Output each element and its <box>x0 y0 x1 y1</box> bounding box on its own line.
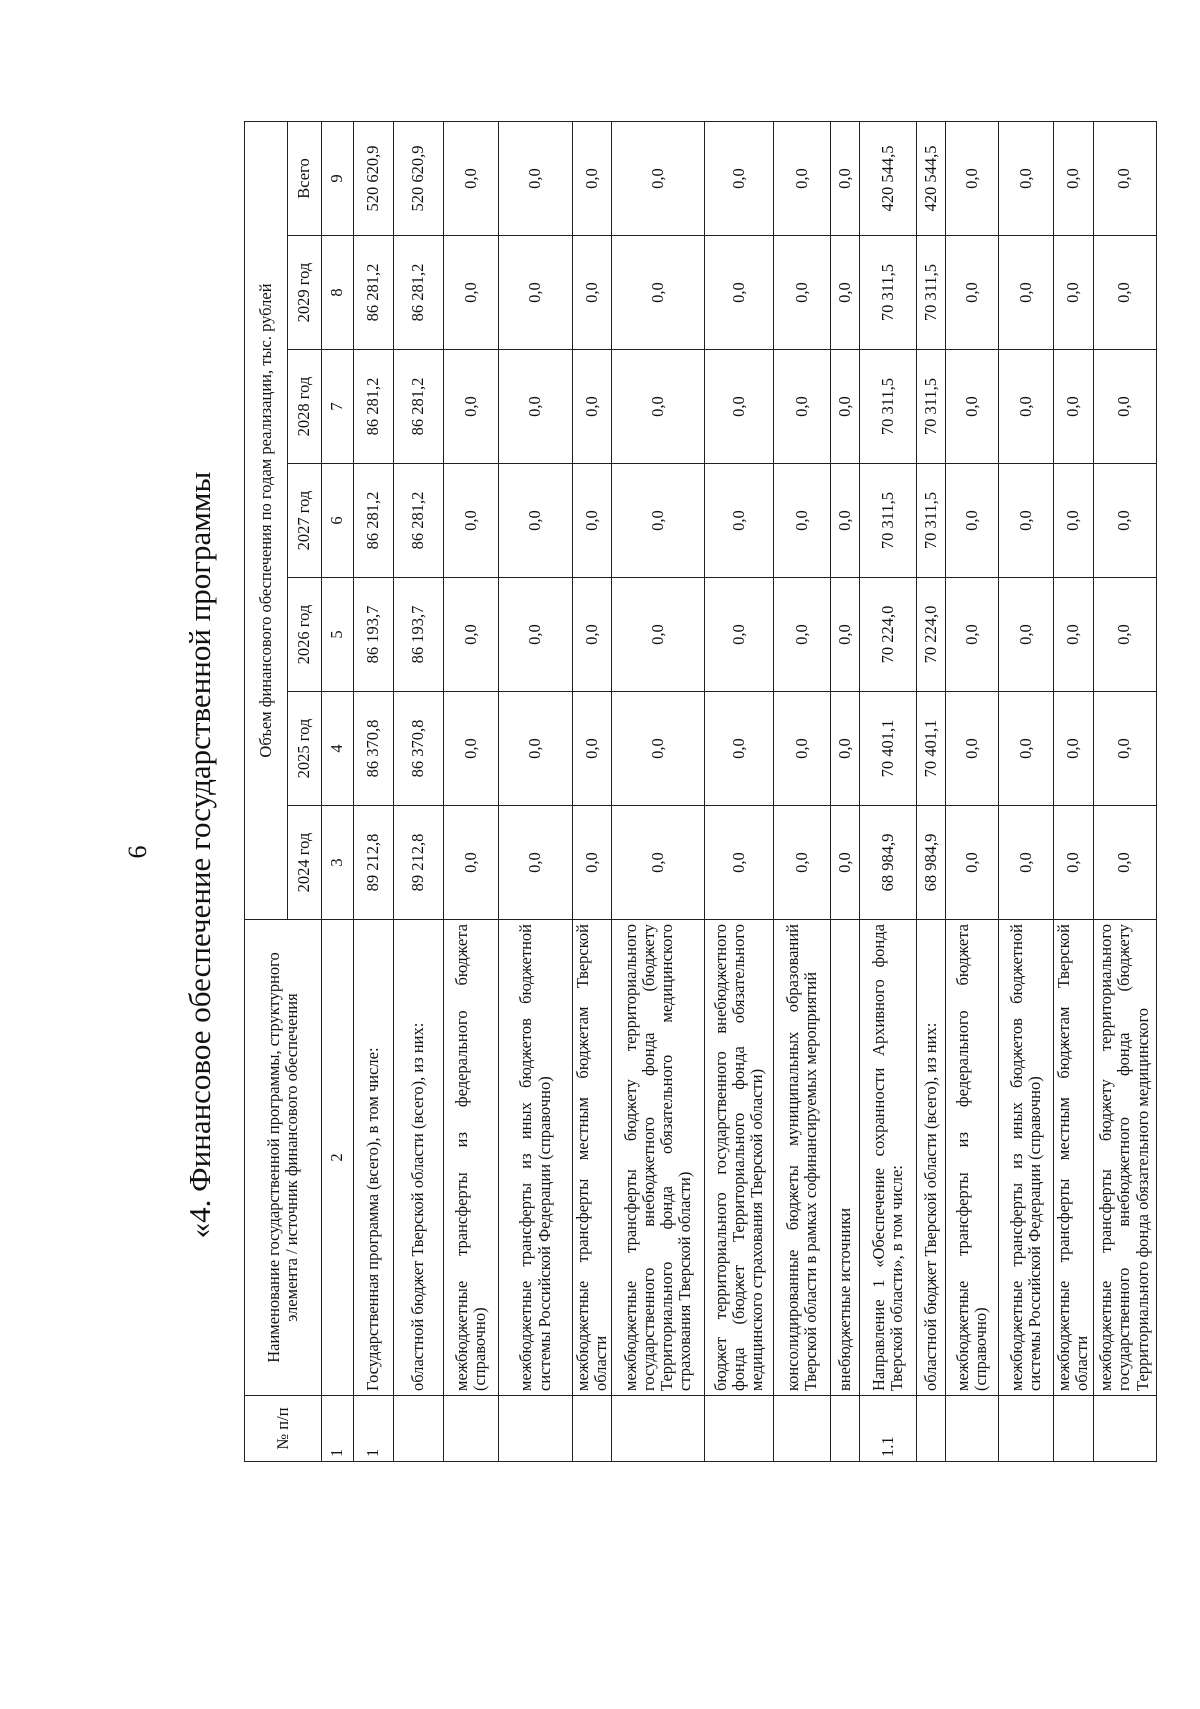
row-year-value: 0,0 <box>1054 236 1093 350</box>
row-number <box>917 1396 946 1462</box>
row-number <box>499 1396 573 1462</box>
row-name: межбюджетные трансферты бюджету территориального государственного внебюджетного фонда (бюджету Территориального фонда обязательного медицинского страхования Тверской области) <box>612 920 705 1396</box>
row-year-value: 0,0 <box>1093 464 1156 578</box>
table-row <box>1093 122 1156 1462</box>
row-year-value: 70 311,5 <box>917 236 946 350</box>
col-number: 4 <box>322 692 354 806</box>
header-year-2028: 2028 год <box>288 350 322 464</box>
header-year-2027: 2027 год <box>288 464 322 578</box>
rotated-table-wrapper <box>244 122 1152 1462</box>
row-total-value: 0,0 <box>774 122 831 236</box>
row-name: межбюджетные трансферты из федерального бюджета (справочно) <box>444 920 499 1396</box>
row-year-value: 0,0 <box>612 350 705 464</box>
row-year-value: 0,0 <box>1093 578 1156 692</box>
row-year-value: 0,0 <box>774 236 831 350</box>
row-total-value: 520 620,9 <box>354 122 394 236</box>
row-total-value: 0,0 <box>831 122 860 236</box>
row-year-value: 70 401,1 <box>860 692 917 806</box>
row-year-value: 70 311,5 <box>917 464 946 578</box>
row-year-value: 70 224,0 <box>917 578 946 692</box>
row-year-value: 86 281,2 <box>394 464 444 578</box>
row-year-value: 0,0 <box>946 236 999 350</box>
row-year-value: 86 281,2 <box>394 350 444 464</box>
row-year-value: 68 984,9 <box>917 806 946 920</box>
header-year-2025: 2025 год <box>288 692 322 806</box>
row-name: бюджет территориального государственного внебюджетного фонда (бюджет Территориального фонда обязательного медицинского страхования Тверской области) <box>705 920 774 1396</box>
row-year-value: 0,0 <box>946 692 999 806</box>
row-name: областной бюджет Тверской области (всего), из них: <box>394 920 444 1396</box>
table-body <box>354 122 1157 1462</box>
row-year-value: 0,0 <box>1054 464 1093 578</box>
document-title: «4. Финансовое обеспечение государственной программы <box>182 471 217 1239</box>
row-year-value: 68 984,9 <box>860 806 917 920</box>
row-number <box>999 1396 1054 1462</box>
table-row <box>573 122 612 1462</box>
row-number <box>573 1396 612 1462</box>
row-total-value: 0,0 <box>999 122 1054 236</box>
row-year-value: 0,0 <box>444 350 499 464</box>
row-total-value: 0,0 <box>573 122 612 236</box>
row-number <box>1093 1396 1156 1462</box>
row-number <box>394 1396 444 1462</box>
header-year-2029: 2029 год <box>288 236 322 350</box>
row-total-value: 0,0 <box>499 122 573 236</box>
row-year-value: 0,0 <box>705 464 774 578</box>
table-row <box>774 122 831 1462</box>
row-year-value: 0,0 <box>831 692 860 806</box>
table-row <box>917 122 946 1462</box>
table-row <box>1054 122 1093 1462</box>
row-year-value: 0,0 <box>774 578 831 692</box>
row-total-value: 0,0 <box>946 122 999 236</box>
col-number: 2 <box>322 920 354 1396</box>
row-name: Государственная программа (всего), в том числе: <box>354 920 394 1396</box>
row-year-value: 0,0 <box>831 236 860 350</box>
row-name: межбюджетные трансферты местным бюджетам Тверской области <box>573 920 612 1396</box>
row-year-value: 86 193,7 <box>354 578 394 692</box>
row-year-value: 0,0 <box>1093 350 1156 464</box>
row-year-value: 0,0 <box>705 236 774 350</box>
row-year-value: 0,0 <box>573 806 612 920</box>
header-year-2026: 2026 год <box>288 578 322 692</box>
row-number <box>1054 1396 1093 1462</box>
row-name: межбюджетные трансферты бюджету территориального государственного внебюджетного фонда (бюджету Территориального фонда обязательного медицинского <box>1093 920 1156 1396</box>
table-row <box>612 122 705 1462</box>
row-year-value: 0,0 <box>999 464 1054 578</box>
header-num: № п/п <box>245 1396 322 1462</box>
header-funding-group: Объем финансового обеспечения по годам реализации, тыс. рублей <box>245 122 288 920</box>
row-year-value: 0,0 <box>1093 692 1156 806</box>
row-year-value: 0,0 <box>1054 692 1093 806</box>
table-row <box>946 122 999 1462</box>
row-year-value: 0,0 <box>831 350 860 464</box>
row-year-value: 0,0 <box>1054 578 1093 692</box>
table-row <box>705 122 774 1462</box>
row-number <box>444 1396 499 1462</box>
row-year-value: 70 224,0 <box>860 578 917 692</box>
row-year-value: 0,0 <box>573 236 612 350</box>
header-total: Всего <box>288 122 322 236</box>
table-row <box>831 122 860 1462</box>
row-name: внебюджетные источники <box>831 920 860 1396</box>
row-total-value: 0,0 <box>1054 122 1093 236</box>
row-year-value: 0,0 <box>705 806 774 920</box>
header-name: Наименование государственной программы, структурного элемента / источник финансового обеспечения <box>245 920 322 1396</box>
row-year-value: 0,0 <box>946 464 999 578</box>
row-year-value: 86 281,2 <box>354 464 394 578</box>
page-number: 6 <box>123 845 152 859</box>
row-total-value: 0,0 <box>612 122 705 236</box>
row-year-value: 70 401,1 <box>917 692 946 806</box>
col-number: 8 <box>322 236 354 350</box>
row-year-value: 70 311,5 <box>917 350 946 464</box>
table-row <box>394 122 444 1462</box>
row-number: 1 <box>354 1396 394 1462</box>
row-year-value: 0,0 <box>444 806 499 920</box>
table-row <box>499 122 573 1462</box>
column-number-row <box>322 122 354 1462</box>
row-year-value: 0,0 <box>573 464 612 578</box>
row-total-value: 420 544,5 <box>860 122 917 236</box>
row-number <box>705 1396 774 1462</box>
row-year-value: 0,0 <box>444 692 499 806</box>
row-year-value: 86 370,8 <box>394 692 444 806</box>
row-year-value: 0,0 <box>1054 806 1093 920</box>
row-total-value: 0,0 <box>444 122 499 236</box>
row-number: 1.1 <box>860 1396 917 1462</box>
row-year-value: 0,0 <box>999 806 1054 920</box>
row-year-value: 0,0 <box>573 350 612 464</box>
row-year-value: 0,0 <box>1093 806 1156 920</box>
row-year-value: 86 281,2 <box>394 236 444 350</box>
row-year-value: 0,0 <box>499 236 573 350</box>
row-year-value: 0,0 <box>999 236 1054 350</box>
row-year-value: 0,0 <box>444 464 499 578</box>
row-year-value: 0,0 <box>774 350 831 464</box>
row-year-value: 0,0 <box>946 806 999 920</box>
row-year-value: 0,0 <box>1054 350 1093 464</box>
row-year-value: 0,0 <box>999 692 1054 806</box>
row-name: межбюджетные трансферты из иных бюджетов бюджетной системы Российской Федерации (справочно) <box>999 920 1054 1396</box>
row-year-value: 0,0 <box>705 692 774 806</box>
row-year-value: 0,0 <box>831 578 860 692</box>
col-number: 1 <box>322 1396 354 1462</box>
row-year-value: 0,0 <box>444 236 499 350</box>
col-number: 7 <box>322 350 354 464</box>
row-year-value: 86 281,2 <box>354 236 394 350</box>
row-total-value: 0,0 <box>1093 122 1156 236</box>
row-year-value: 0,0 <box>774 692 831 806</box>
row-year-value: 0,0 <box>612 464 705 578</box>
header-year-2024: 2024 год <box>288 806 322 920</box>
row-year-value: 0,0 <box>499 578 573 692</box>
row-name: межбюджетные трансферты из иных бюджетов бюджетной системы Российской Федерации (справочно) <box>499 920 573 1396</box>
row-year-value: 0,0 <box>444 578 499 692</box>
row-year-value: 70 311,5 <box>860 350 917 464</box>
row-year-value: 0,0 <box>774 806 831 920</box>
col-number: 6 <box>322 464 354 578</box>
row-year-value: 0,0 <box>499 464 573 578</box>
row-year-value: 0,0 <box>499 350 573 464</box>
row-year-value: 0,0 <box>946 350 999 464</box>
row-year-value: 0,0 <box>999 578 1054 692</box>
col-number: 3 <box>322 806 354 920</box>
row-year-value: 0,0 <box>573 692 612 806</box>
row-year-value: 0,0 <box>573 578 612 692</box>
row-number <box>612 1396 705 1462</box>
row-year-value: 0,0 <box>499 692 573 806</box>
row-name: межбюджетные трансферты местным бюджетам Тверской области <box>1054 920 1093 1396</box>
row-number <box>946 1396 999 1462</box>
row-year-value: 86 370,8 <box>354 692 394 806</box>
row-name: консолидированные бюджеты муниципальных образований Тверской области в рамках софинансируемых мероприятий <box>774 920 831 1396</box>
row-name: Направление 1 «Обеспечение сохранности Архивного фонда Тверской области», в том числе: <box>860 920 917 1396</box>
financing-table <box>244 121 1157 1462</box>
col-number: 9 <box>322 122 354 236</box>
row-total-value: 420 544,5 <box>917 122 946 236</box>
row-year-value: 0,0 <box>831 806 860 920</box>
row-number <box>831 1396 860 1462</box>
row-year-value: 0,0 <box>612 236 705 350</box>
col-number: 5 <box>322 578 354 692</box>
row-year-value: 89 212,8 <box>394 806 444 920</box>
row-year-value: 0,0 <box>612 806 705 920</box>
row-year-value: 0,0 <box>999 350 1054 464</box>
row-name: областной бюджет Тверской области (всего), из них: <box>917 920 946 1396</box>
row-year-value: 70 311,5 <box>860 464 917 578</box>
row-year-value: 0,0 <box>831 464 860 578</box>
row-year-value: 0,0 <box>774 464 831 578</box>
row-year-value: 0,0 <box>499 806 573 920</box>
row-year-value: 0,0 <box>612 692 705 806</box>
table-row <box>444 122 499 1462</box>
row-number <box>774 1396 831 1462</box>
row-year-value: 0,0 <box>612 578 705 692</box>
row-total-value: 520 620,9 <box>394 122 444 236</box>
table-row <box>860 122 917 1462</box>
row-year-value: 86 193,7 <box>394 578 444 692</box>
row-year-value: 0,0 <box>1093 236 1156 350</box>
row-total-value: 0,0 <box>705 122 774 236</box>
table-row <box>354 122 394 1462</box>
row-year-value: 0,0 <box>946 578 999 692</box>
row-year-value: 86 281,2 <box>354 350 394 464</box>
row-year-value: 70 311,5 <box>860 236 917 350</box>
row-year-value: 89 212,8 <box>354 806 394 920</box>
table-row <box>999 122 1054 1462</box>
row-year-value: 0,0 <box>705 350 774 464</box>
row-name: межбюджетные трансферты из федерального бюджета (справочно) <box>946 920 999 1396</box>
row-year-value: 0,0 <box>705 578 774 692</box>
